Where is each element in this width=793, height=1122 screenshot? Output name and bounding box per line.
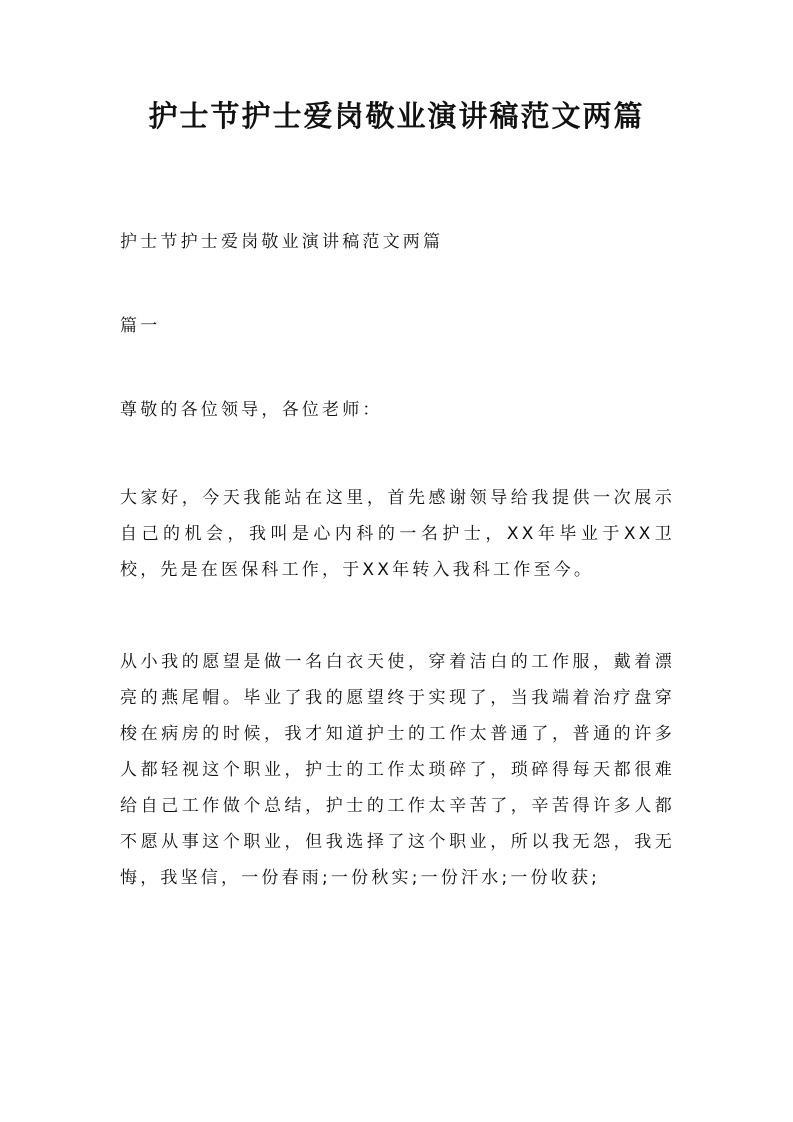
document-subtitle: 护士节护士爱岗敬业演讲稿范文两篇 — [120, 232, 444, 252]
greeting-line: 尊敬的各位领导，各位老师： — [120, 400, 383, 420]
paragraph-intro: 大家好，今天我能站在这里，首先感谢领导给我提供一次展示自己的机会，我叫是心内科的一名护士，XX年毕业于XX卫校，先是在医保科工作，于XX年转入我科工作至今。 — [120, 488, 675, 580]
paragraph-aspiration: 从小我的愿望是做一名白衣天使，穿着洁白的工作服，戴着漂亮的燕尾帽。毕业了我的愿望终于实现了，当我端着治疗盘穿梭在病房的时候，我才知道护士的工作太普通了，普通的许多人都轻视这个职业，护士的工作太琐碎了，琐碎得每天都很难给自己工作做个总结，护士的工作太辛苦了，辛苦得许多人都不愿从事这个职业，但我选择了这个职业，所以我无怨，我无悔，我坚信，一份春雨;一份秋实;一份汗水;一份收获; — [120, 652, 675, 888]
document-title: 护士节护士爱岗敬业演讲稿范文两篇 — [148, 99, 645, 133]
section-label: 篇一 — [120, 316, 161, 336]
